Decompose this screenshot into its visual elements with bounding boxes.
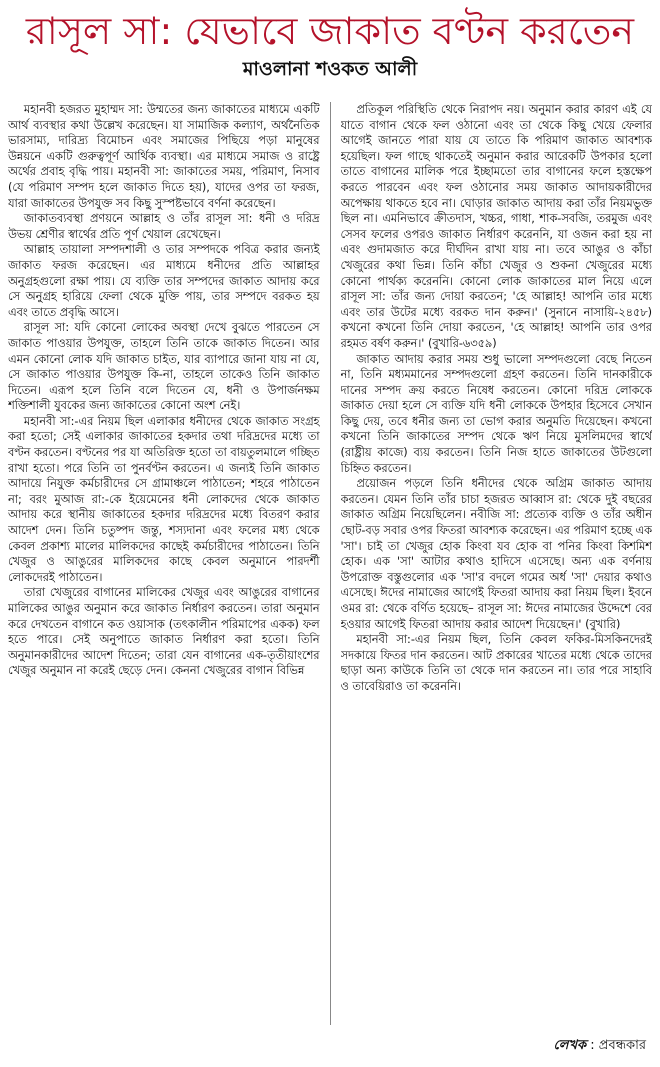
paragraph: জাকাত আদায় করার সময় শুধু ভালো সম্পদগুলো বেছে নিতেন না, তিনি মধ্যমমানের সম্পদগুলো গ্রহণ করতেন। তিনি দানকারীকে দানের সম্পদ ক্রয় করতে নিষেধ করতেন। কোনো দরিদ্র লোককে জাকাত দেয়া হলে সে ব্যক্তি যদি ধনী লোককে উপহার হিসেবে সেখান কিছু দেয়, তবে ধনীর জন্য তা ভোগ করার অনুমতি দিয়েছেন। কখনো কখনো তিনি জাকাতের সম্পদ থেকে ঋণ নিয়ে মুসলিমদের স্বার্থে (রাষ্ট্রীয় কাজে) ব্যয় করতেন। তিনি নিজ হাতে জাকাতের উটগুলো চিহ্নিত করতেন। <box>340 352 652 475</box>
byline-value: প্রবন্ধকার <box>598 1038 646 1053</box>
paragraph: প্রতিকূল পরিস্থিতি থেকে নিরাপদ নয়। অনুমান করার কারণ এই যে যাতে বাগান থেকে ফল ওঠানো এবং তা থেকে কিছু খেয়ে ফেলার আগেই জানতে পারা যায় যে তাতে কি পরিমাণ জাকাত আবশ্যক হয়েছিল। ফল গাছে থাকতেই অনুমান করার আরেকটি উপকার হলো তাতে বাগানের মালিক পরে ইচ্ছামতো তার বাগানের ফলে হস্তক্ষেপ করতে পারবেন এবং ফল ওঠানোর সময় জাকাত আদায়কারীদের অপেক্ষায় থাকতে হবে না। ঘোড়ার জাকাত আদায় করা তাঁর নিয়মভুক্ত ছিল না। এমনিভাবে ক্রীতদাস, খচ্চর, গাধা, শাক-সবজি, তরমুজ এবং সেসব ফলের ওপরও জাকাত নির্ধারণ করেননি, যা ওজন করা হয় না এবং গুদামজাত করে দীর্ঘদিন রাখা যায় না। তবে আঙুর ও কাঁচা খেজুরের কথা ভিন্ন। তিনি কাঁচা খেজুর ও শুকনা খেজুরের মধ্যে কোনো পার্থক্য করেননি। কোনো লোক জাকাতের মাল নিয়ে এলে রাসূল সা: তাঁর জন্য দোয়া করতেন; 'হে আল্লাহ! আপনি তার মধ্যে এবং তার উটের মধ্যে বরকত দান করুন।' (সুনানে নাসায়ি-২৪৫৮) কখনো কখনো তিনি দোয়া করতেন, 'হে আল্লাহ! আপনি তার ওপর রহমত বর্ষণ করুন।' (বুখারি-৬৩৫৯) <box>340 103 652 350</box>
paragraph: রাসূল সা: যদি কোনো লোকের অবস্থা দেখে বুঝতে পারতেন সে জাকাত পাওয়ার উপযুক্ত, তাহলে তিনি তাকে জাকাত দিতেন। আর এমন কোনো লোক যদি জাকাত চাইত, যার ব্যাপারে জানা যায় না যে, সে জাকাত পাওয়ার উপযুক্ত কি-না, তাহলে তাকেও তিনি জাকাত দিতেন। এরূপ হলে তিনি বলে দিতেন যে, ধনী ও উপার্জনক্ষম শক্তিশালী যুবকের জন্য জাকাতের কোনো অংশ নেই। <box>8 321 320 413</box>
column-divider <box>330 102 331 1025</box>
author-name: মাওলানা শওকত আলী <box>242 58 418 80</box>
paragraph: মহানবী হজরত মুহাম্মদ সা: উম্মতের জন্য জাকাতের মাধ্যমে একটি আর্থ ব্যবস্থার কথা উল্লেখ করেছেন। যা সামাজিক কল্যাণ, অর্থনৈতিক ভারসাম্য, দারিদ্র্য বিমোচন এবং সমাজের পিছিয়ে পড়া মানুষের উন্নয়নে একটি গুরুত্বপূর্ণ আর্থিক ব্যবস্থা। এর মাধ্যমে সমাজ ও রাষ্ট্রে অর্থের প্রবাহ বৃদ্ধি পায়। মহানবী সা: জাকাতের সময়, পরিমাণ, নিসাব (যে পরিমাণ সম্পদ হলে জাকাত দিতে হয়), যাদের ওপর তা ফরজ, যারা জাকাতের উপযুক্ত সব কিছু সুস্পষ্টভাবে বর্ণনা করেছেন। <box>8 103 320 210</box>
column-right <box>341 102 653 1025</box>
paragraph: তারা খেজুরের বাগানের মালিকের খেজুর এবং আঙুরের বাগানের মালিকের আঙুর অনুমান করে জাকাত নির্ধারণ করতেন। তারা অনুমান করে দেখতেন বাগানে কত ওয়াসাক (তৎকালীন পরিমাপের একক) ফল হতে পারে। সেই অনুপাতে জাকাত নির্ধারণ করা হতো। তিনি অনুমানকারীদের আদেশ দিতেন; তারা যেন বাগানের এক-তৃতীয়াংশের খেজুর অনুমান না করেই ছেড়ে দেন। কেননা খেজুরের বাগান বিভিন্ন <box>8 586 320 678</box>
article-body <box>8 102 652 1025</box>
column-left <box>8 102 320 1025</box>
byline-label: লেখক <box>553 1038 587 1053</box>
paragraph: মহানবী সা:-এর নিয়ম ছিল, তিনি কেবল ফকির-মিসকিনদেরই সদকায়ে ফিতর দান করতেন। আট প্রকারের খাতের মধ্যে থেকে তাদের ছাড়া অন্য কাউকে তিনি তা থেকে দান করতেন না। তার পরে সাহাবি ও তাবেয়িরাও তা করেননি। <box>340 633 652 693</box>
paragraph: প্রয়োজন পড়লে তিনি ধনীদের থেকে অগ্রিম জাকাত আদায় করতেন। যেমন তিনি তাঁর চাচা হজরত আব্বাস রা: থেকে দুই বছরের জাকাত অগ্রিম নিয়েছিলেন। নবীজি সা: প্রত্যেক ব্যক্তি ও তাঁর অধীন ছোট-বড় সবার ওপর ফিতরা আবশ্যক করেছেন। এর পরিমাণ হচ্ছে এক 'সা'। চাই তা খেজুর হোক কিংবা যব হোক বা পনির কিংবা কিশমিশ হোক। এক 'সা' আটার কথাও হাদিসে এসেছে। অন্য এক বর্ণনায় উপরোক্ত বস্তুগুলোর এক 'সা'র বদলে গমের অর্ধ 'সা' দেয়ার কথাও এসেছে। ঈদের নামাজের আগেই ফিতরা আদায় করা নিয়ম ছিল। ইবনে ওমর রা: থেকে বর্ণিত হয়েছে– রাসূল সা: ঈদের নামাজের উদ্দেশে বের হওয়ার আগেই ফিতরা আদায় করার আদেশ দিয়েছেন।' (বুখারি) <box>340 477 652 631</box>
byline-separator: : <box>590 1038 599 1053</box>
article-title: রাসূল সা: যেভাবে জাকাত বণ্টন করতেন <box>25 9 635 53</box>
paragraph: আল্লাহ তায়ালা সম্পদশালী ও তার সম্পদকে পবিত্র করার জন্যই জাকাত ফরজ করেছেন। এর মাধ্যমে ধনীদের প্রতি আল্লাহর অনুগ্রহগুলো রক্ষা পায়। যে ব্যক্তি তার সম্পদের জাকাত আদায় করে সে অনুগ্রহ হারিয়ে ফেলা থেকে মুক্তি পায়, তার সম্পদে বরকত হয় এবং তাতে প্রবৃদ্ধি আসে। <box>8 243 320 319</box>
paragraph: জাকাতব্যবস্থা প্রণয়নে আল্লাহ ও তাঁর রাসূল সা: ধনী ও দরিদ্র উভয় শ্রেণীর স্বার্থের প্রতি পূর্ণ খেয়াল রেখেছেন। <box>8 212 320 241</box>
paragraph: মহানবী সা:-এর নিয়ম ছিল এলাকার ধনীদের থেকে জাকাত সংগ্রহ করা হতো; সেই এলাকার জাকাতের হকদার তথা দরিদ্রদের মধ্যে তা বণ্টন করতেন। বণ্টনের পর যা অতিরিক্ত হতো তা বায়তুলমালে গচ্ছিত রাখা হতো। পরে তিনি তা পুনর্বণ্টন করতেন। এ জন্যই তিনি জাকাত আদায়ে নিযুক্ত কর্মচারীদের সে গ্রামাঞ্চলে পাঠাতেন; শহরে পাঠাতেন না; বরং মুআজ রা:-কে ইয়েমেনের ধনী লোকদের থেকে জাকাত আদায় করে স্থানীয় জাকাতের হকদার দরিদ্রদের মধ্যে বিতরণ করার আদেশ দেন। তিনি চতুষ্পদ জন্তু, শস্যদানা এবং ফলের মধ্য থেকে কেবল প্রকাশ্য মালের মালিকদের কাছেই কর্মচারীদের পাঠাতেন। তিনি খেজুর ও আঙুরের মালিকদের কাছে কেবল অনুমানে পারদর্শী লোকদেরই পাঠাতেন। <box>8 414 320 584</box>
author-byline <box>554 1036 647 1057</box>
